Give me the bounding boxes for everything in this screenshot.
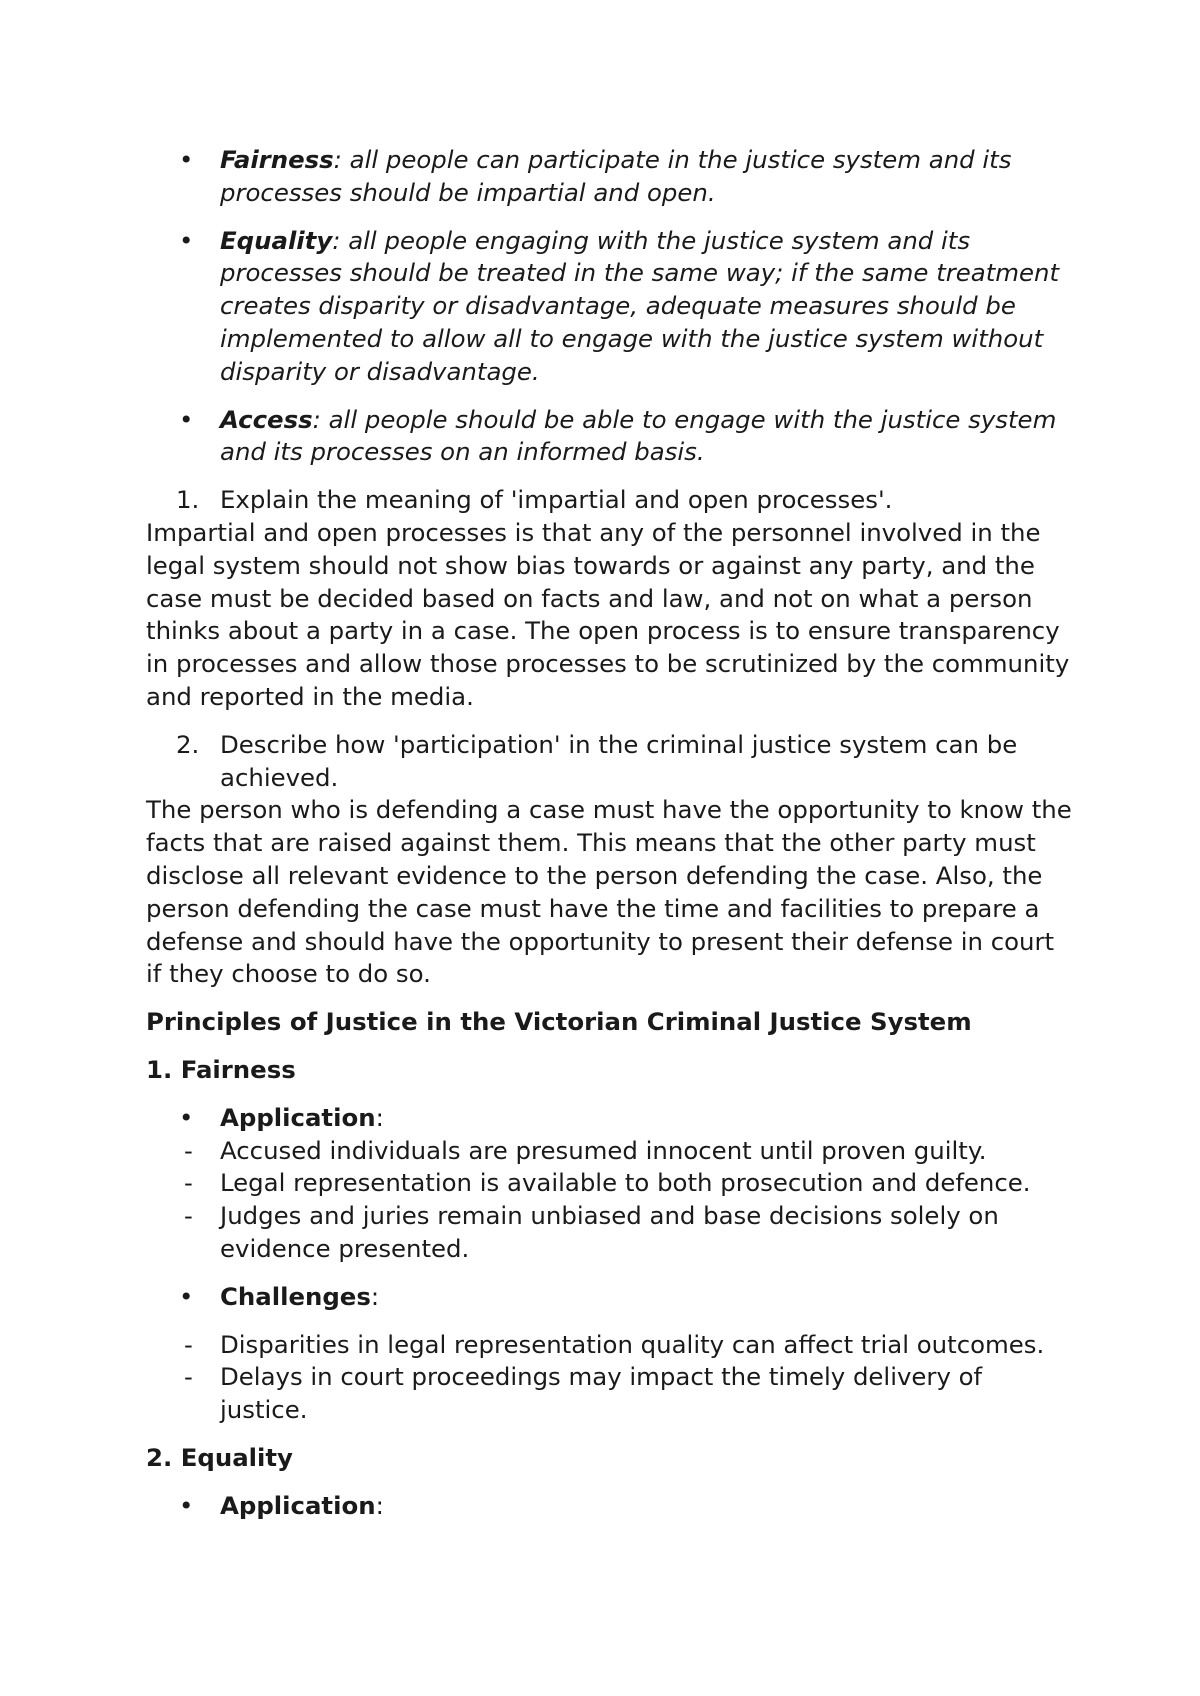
principle-definition: : all people engaging with the justice system and its processes should be treated in the same way; if the same treatment creates disparity or disadvantage, adequate measures should be implemented to allow all to engage with the justice system without disparity or disadvantage. <box>220 225 1060 386</box>
question-2 <box>146 729 1076 795</box>
fairness-challenges-item <box>146 1281 1076 1314</box>
section-heading: Principles of Justice in the Victorian Criminal Justice System <box>146 1007 972 1037</box>
principle-term: Equality <box>220 225 333 255</box>
dash-list-item <box>146 1329 1076 1362</box>
principle-access-item <box>146 404 1076 470</box>
principle-definition: : all people should be able to engage with the justice system and its processes on an informed basis. <box>220 404 1057 467</box>
dash-list-item <box>146 1135 1076 1168</box>
list-item-text: Legal representation is available to both prosecution and defence. <box>220 1168 1031 1198</box>
question-number: 2. <box>176 729 200 759</box>
fairness-application-item <box>146 1102 1076 1135</box>
bullet-marker: • <box>179 145 194 174</box>
question-text: Describe how 'participation' in the criminal justice system can be achieved. <box>220 729 1018 792</box>
application-label: Application <box>220 1490 376 1520</box>
label-colon: : <box>375 1102 384 1132</box>
dash-marker: - <box>184 1168 193 1198</box>
principle-term: Fairness <box>220 145 334 174</box>
answer-1: Impartial and open processes is that any of the personnel involved in the legal system should not show bias towards or against any party, and the case must be decided based on facts and law, and not on what a person thinks about a party in a case. The open process is to ensure transparency in processes and allow those processes to be scrutinized by the community and reported in the media. <box>146 517 1070 711</box>
application-label: Application <box>220 1102 376 1132</box>
dash-marker: - <box>184 1135 193 1165</box>
list-item-text: Delays in court proceedings may impact the timely delivery of justice. <box>220 1362 983 1425</box>
principle-fairness-item <box>146 144 1076 210</box>
answer-2: The person who is defending a case must have the opportunity to know the facts that are raised against them. This means that the other party must disclose all relevant evidence to the person defending the case. Also, the person defending the case must have the time and facilities to prepare a defense and should have the opportunity to present their defense in court if they choose to do so. <box>146 795 1072 989</box>
dash-list-item <box>146 1361 1076 1427</box>
question-number: 1. <box>176 485 200 515</box>
dash-marker: - <box>184 1201 193 1231</box>
list-item-text: Disparities in legal representation quality can affect trial outcomes. <box>220 1329 1045 1359</box>
label-colon: : <box>375 1490 384 1520</box>
bullet-marker: • <box>179 225 194 255</box>
question-1 <box>146 484 1076 517</box>
bullet-marker: • <box>179 1102 194 1132</box>
equality-application-item <box>146 1490 1076 1523</box>
document-body <box>146 144 1076 1522</box>
question-text: Explain the meaning of 'impartial and open processes'. <box>220 485 893 515</box>
bullet-marker: • <box>179 1490 194 1520</box>
bullet-marker: • <box>179 1281 194 1311</box>
list-item-text: Judges and juries remain unbiased and base decisions solely on evidence presented. <box>220 1201 999 1263</box>
fairness-heading: 1. Fairness <box>146 1054 296 1084</box>
dash-marker: - <box>184 1329 193 1359</box>
principle-term: Access <box>220 404 313 434</box>
dash-list-item <box>146 1167 1076 1200</box>
bullet-marker: • <box>179 404 194 434</box>
principle-definition: : all people can participate in the justice system and its processes should be impartial and open. <box>220 145 1012 207</box>
equality-heading: 2. Equality <box>146 1442 293 1472</box>
dash-list-item <box>146 1200 1076 1266</box>
dash-marker: - <box>184 1362 193 1392</box>
label-colon: : <box>370 1281 380 1311</box>
challenges-label: Challenges <box>220 1281 371 1311</box>
principle-equality-item <box>146 225 1076 389</box>
list-item-text: Accused individuals are presumed innocent until proven guilty. <box>220 1135 987 1165</box>
